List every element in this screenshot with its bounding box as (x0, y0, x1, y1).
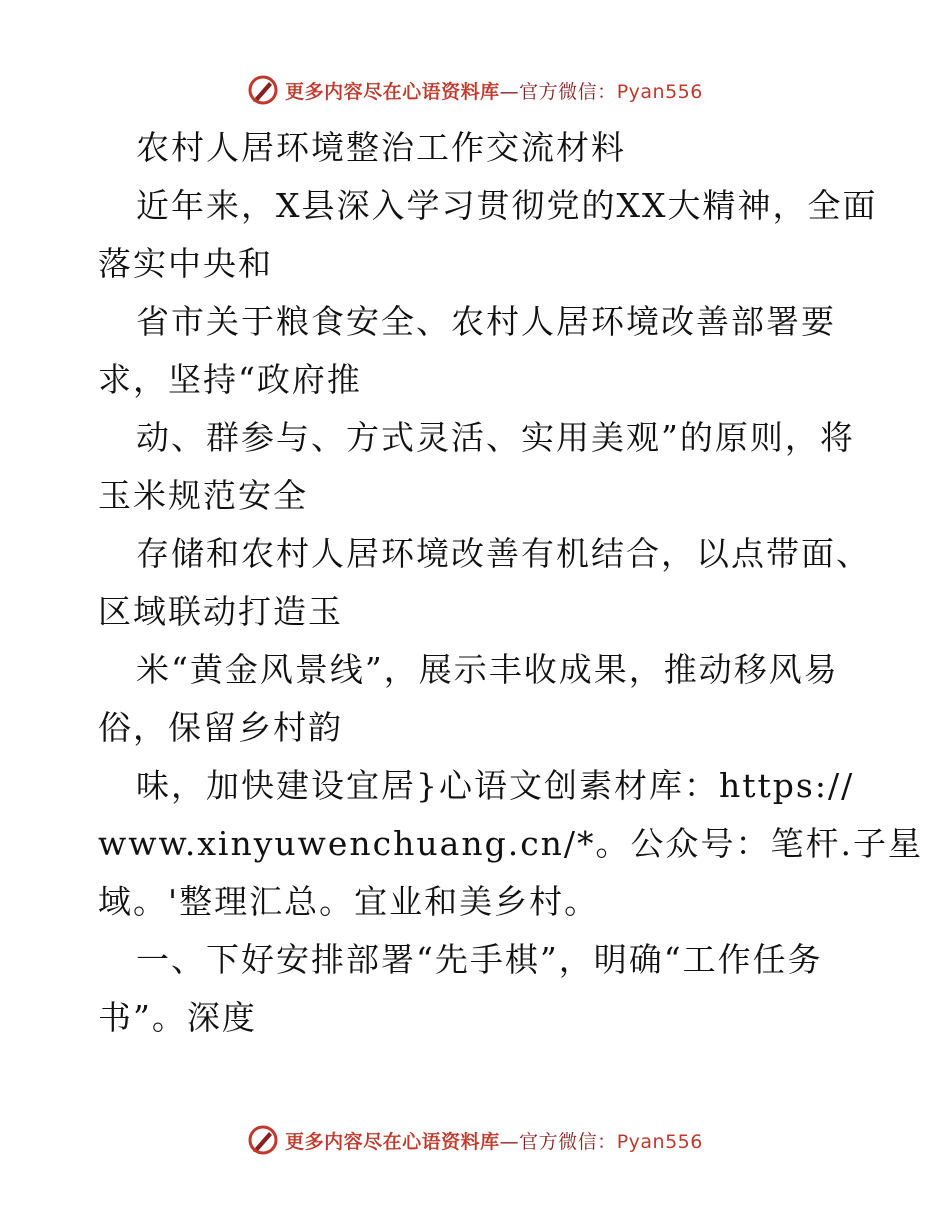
footer-banner-mid: 官方微信： (519, 1130, 617, 1153)
doc-line-10: 俗，保留乡村韵 (98, 708, 343, 747)
header-banner-lead: 更多内容尽在心语资料库 (285, 80, 500, 103)
footer-banner-text (285, 1127, 703, 1154)
doc-title: 农村人居环境整治工作交流材料 (136, 128, 626, 167)
footer-banner-handle: Pyan556 (616, 1130, 703, 1153)
doc-line-11: 味，加快建设宜居}心语文创素材库：https:// (136, 766, 855, 805)
doc-line-14: 一、下好安排部署“先手棋”，明确“工作任务 (136, 940, 823, 979)
header-banner-text (285, 77, 703, 104)
doc-line-2: 落实中央和 (98, 244, 273, 283)
footer-banner-dash: — (499, 1130, 520, 1153)
header-banner-handle: Pyan556 (616, 80, 703, 103)
header-banner (0, 70, 950, 110)
doc-line-13: 域。'整理汇总。宜业和美乡村。 (98, 882, 600, 921)
doc-line-4: 求，坚持“政府推 (98, 360, 362, 399)
doc-line-3: 省市关于粮食安全、农村人居环境改善部署要 (136, 302, 836, 341)
footer-banner-lead: 更多内容尽在心语资料库 (285, 1130, 500, 1153)
doc-line-7: 存储和农村人居环境改善有机结合，以点带面、 (136, 534, 871, 573)
pen-logo-icon (247, 1124, 279, 1156)
footer-banner (0, 1120, 950, 1160)
doc-line-1: 近年来，X县深入学习贯彻党的XX大精神，全面 (136, 186, 878, 225)
doc-line-12: www.xinyuwenchuang.cn/*。公众号：笔杆.子星 (98, 824, 924, 863)
doc-line-15: 书”。深度 (98, 998, 257, 1037)
header-banner-dash: — (499, 80, 520, 103)
doc-line-9: 米“黄金风景线”，展示丰收成果，推动移风易 (136, 650, 839, 689)
doc-line-8: 区域联动打造玉 (98, 592, 343, 631)
doc-line-5: 动、群参与、方式灵活、实用美观”的原则，将 (136, 418, 855, 457)
doc-line-6: 玉米规范安全 (98, 476, 308, 515)
header-banner-mid: 官方微信： (519, 80, 617, 103)
pen-logo-icon (247, 74, 279, 106)
